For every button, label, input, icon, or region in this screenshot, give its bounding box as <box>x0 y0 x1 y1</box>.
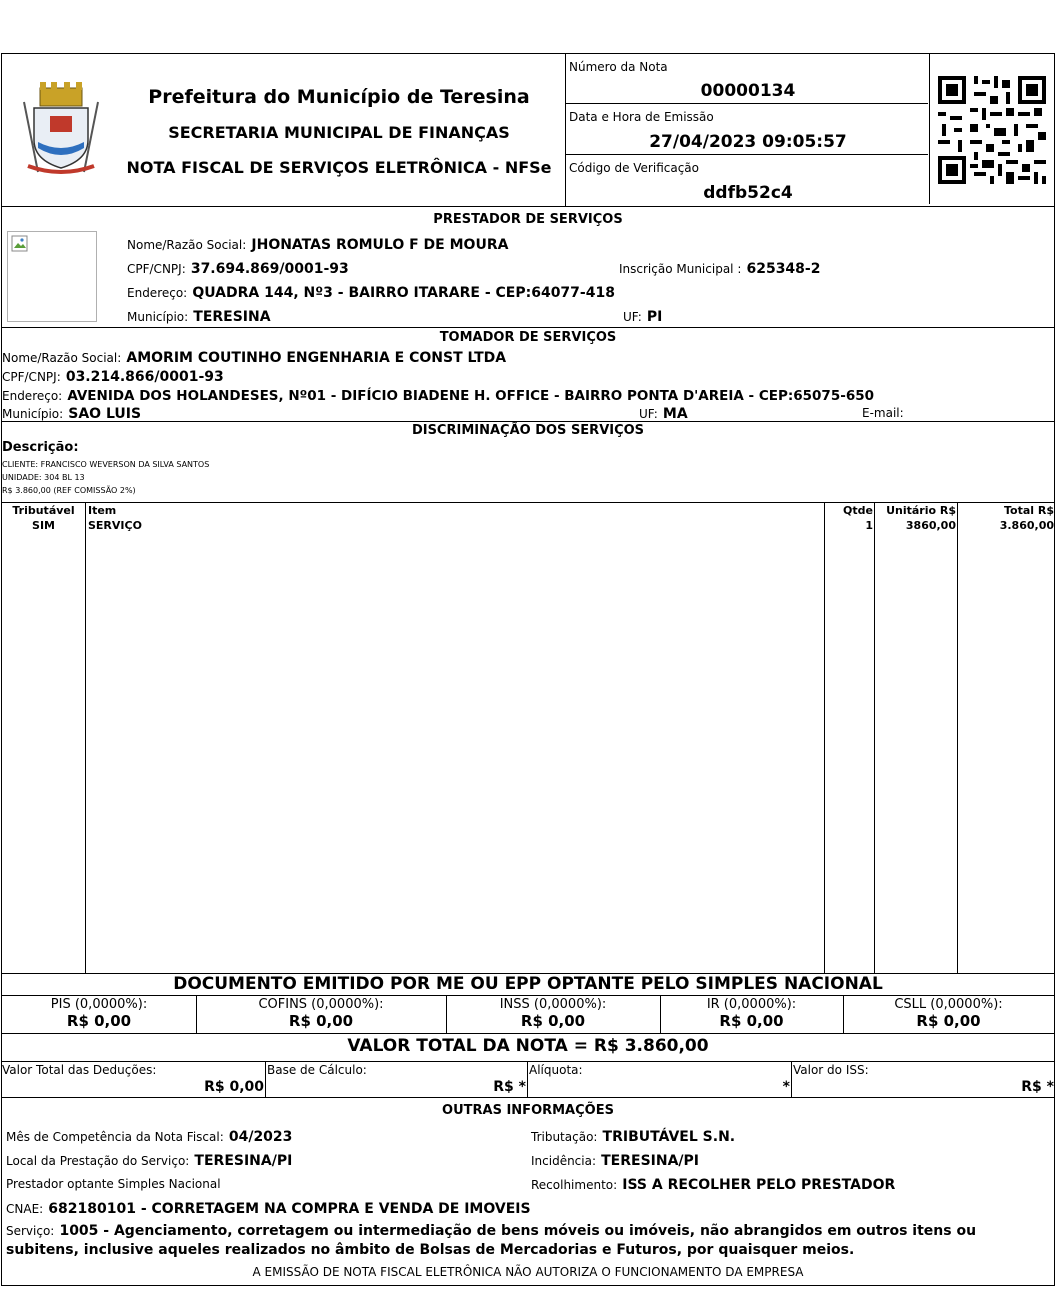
org-name: Prefeitura do Município de Teresina <box>148 86 530 108</box>
incidencia-value: TERESINA/PI <box>601 1153 699 1169</box>
prestador-endereco-label: Endereço: <box>127 286 188 300</box>
prestador-section-title: PRESTADOR DE SERVIÇOS <box>433 212 623 227</box>
tax-label: IR (0,0000%): <box>706 997 797 1012</box>
tax-cell-ir <box>660 997 843 1030</box>
prestador-nome-value: JHONATAS ROMULO F DE MOURA <box>251 237 509 253</box>
prestador-uf-value: PI <box>646 309 663 325</box>
municipal-crest-icon <box>20 82 102 178</box>
descricao-label: Descrição: <box>2 440 79 455</box>
valor-iss-value: R$ * <box>1021 1079 1054 1095</box>
prestador-cnpj-label: CPF/CNPJ: <box>127 262 186 276</box>
tomador-cnpj-value: 03.214.866/0001-93 <box>65 369 224 385</box>
cell-total: 3.860,00 <box>999 519 1054 532</box>
cell-unitario: 3860,00 <box>905 519 956 532</box>
cell-qtde: 1 <box>865 519 873 532</box>
prestador-inscricao-value: 625348-2 <box>746 261 821 277</box>
tax-label: COFINS (0,0000%): <box>258 997 384 1012</box>
valor-iss-label: Valor do ISS: <box>793 1063 869 1077</box>
aliquota-label: Alíquota: <box>529 1063 583 1077</box>
descricao-line: R$ 3.860,00 (REF COMISSÃO 2%) <box>2 486 136 495</box>
col-header-qtde: Qtde <box>843 504 873 517</box>
tax-cell-inss <box>446 997 660 1030</box>
deducoes-label: Valor Total das Deduções: <box>2 1063 157 1077</box>
tomador-nome-value: AMORIM COUTINHO ENGENHARIA E CONST LTDA <box>126 350 507 366</box>
tax-cell-pis <box>2 997 196 1030</box>
prestador-municipio-value: TERESINA <box>193 309 271 325</box>
optante-simples-label: Prestador optante Simples Nacional <box>6 1177 221 1191</box>
footer-notice: A EMISSÃO DE NOTA FISCAL ELETRÔNICA NÃO AUTORIZA O FUNCIONAMENTO DA EMPRESA <box>252 1265 804 1279</box>
col-header-total: Total R$ <box>1003 504 1054 517</box>
recolhimento-label: Recolhimento: <box>531 1178 618 1192</box>
prestador-inscricao-label: Inscrição Municipal : <box>619 262 742 276</box>
tax-value: R$ 0,00 <box>916 1012 981 1030</box>
servico-value: 1005 - Agenciamento, corretagem ou intermediação de bens móveis ou imóveis, não abrangidos em outros itens ou subitens, inclusive aqueles realizados no âmbito de Bolsas de Mercadorias e Futuros, por quaisquer meios. <box>6 1223 977 1258</box>
tomador-section-title: TOMADOR DE SERVIÇOS <box>439 330 617 345</box>
tomador-uf-value: MA <box>662 406 688 422</box>
tax-cell-cofins <box>196 997 446 1030</box>
cnae-value: 682180101 - CORRETAGEM NA COMPRA E VENDA DE IMOVEIS <box>48 1201 531 1217</box>
servico-label: Serviço: <box>6 1224 55 1238</box>
recolhimento-value: ISS A RECOLHER PELO PRESTADOR <box>622 1177 896 1193</box>
base-calculo-label: Base de Cálculo: <box>267 1063 367 1077</box>
aliquota-value: * <box>782 1079 790 1095</box>
department-name: SECRETARIA MUNICIPAL DE FINANÇAS <box>168 123 510 142</box>
tomador-endereco-label: Endereço: <box>2 389 63 403</box>
descricao-line: CLIENTE: FRANCISCO WEVERSON DA SILVA SANTOS <box>2 460 210 469</box>
cell-tributavel: SIM <box>32 519 55 532</box>
tax-label: PIS (0,0000%): <box>50 997 148 1012</box>
local-prestacao-value: TERESINA/PI <box>194 1153 293 1169</box>
tomador-cnpj-label: CPF/CNPJ: <box>2 370 61 384</box>
qr-code-icon <box>938 76 1046 184</box>
tomador-municipio-label: Município: <box>2 407 64 421</box>
incidencia-label: Incidência: <box>531 1154 597 1168</box>
col-header-item: Item <box>88 504 117 517</box>
local-prestacao-label: Local da Prestação do Serviço: <box>6 1154 190 1168</box>
prestador-municipio-label: Município: <box>127 310 189 324</box>
prestador-uf-label: UF: <box>623 310 642 324</box>
codigo-verificacao-label: Código de Verificação <box>569 161 699 175</box>
outras-section-title: OUTRAS INFORMAÇÕES <box>442 1103 614 1118</box>
valor-total-nota: VALOR TOTAL DA NOTA = R$ 3.860,00 <box>347 1036 709 1056</box>
tomador-endereco-value: AVENIDA DOS HOLANDESES, Nº01 - DIFÍCIO BIADENE H. OFFICE - BAIRRO PONTA D'AREIA - CEP:65075-650 <box>67 388 875 404</box>
deducoes-value: R$ 0,00 <box>204 1079 264 1095</box>
prestador-nome-label: Nome/Razão Social: <box>127 238 247 252</box>
col-header-tributavel: Tributável <box>12 504 75 517</box>
data-emissao-label: Data e Hora de Emissão <box>569 110 714 124</box>
prestador-endereco-value: QUADRA 144, Nº3 - BAIRRO ITARARE - CEP:64077-418 <box>192 285 615 301</box>
mes-competencia-value: 04/2023 <box>228 1129 293 1145</box>
mes-competencia-label: Mês de Competência da Nota Fiscal: <box>6 1130 224 1144</box>
col-header-unitario: Unitário R$ <box>886 504 956 517</box>
cell-item: SERVIÇO <box>88 519 142 532</box>
tax-value: R$ 0,00 <box>66 1012 132 1030</box>
descricao-line: UNIDADE: 304 BL 13 <box>2 473 85 482</box>
tax-value: R$ 0,00 <box>520 1012 586 1030</box>
tomador-nome-label: Nome/Razão Social: <box>2 351 122 365</box>
tributacao-value: TRIBUTÁVEL S.N. <box>602 1129 736 1145</box>
tax-label: CSLL (0,0000%): <box>894 997 1003 1012</box>
tributacao-label: Tributação: <box>531 1130 598 1144</box>
cnae-label: CNAE: <box>6 1202 44 1216</box>
prestador-cnpj-value: 37.694.869/0001-93 <box>190 261 349 277</box>
tomador-municipio-value: SAO LUIS <box>68 406 142 422</box>
nfse-document <box>1 53 1055 1286</box>
tomador-email-label: E-mail: <box>862 406 904 420</box>
data-emissao-value: 27/04/2023 09:05:57 <box>649 132 847 152</box>
tax-value: R$ 0,00 <box>288 1012 354 1030</box>
tax-cell-csll <box>843 997 1054 1030</box>
tax-label: INSS (0,0000%): <box>499 997 607 1012</box>
codigo-verificacao-value: ddfb52c4 <box>703 183 793 203</box>
tax-value: R$ 0,00 <box>719 1012 784 1030</box>
numero-nota-value: 00000134 <box>700 81 796 101</box>
tomador-uf-label: UF: <box>639 407 658 421</box>
broken-image-icon <box>7 231 97 322</box>
simples-nacional-banner: DOCUMENTO EMITIDO POR ME OU EPP OPTANTE PELO SIMPLES NACIONAL <box>173 974 883 994</box>
base-calculo-value: R$ * <box>493 1079 526 1095</box>
document-type-title: NOTA FISCAL DE SERVIÇOS ELETRÔNICA - NFSe <box>126 158 552 177</box>
discriminacao-section-title: DISCRIMINAÇÃO DOS SERVIÇOS <box>411 423 645 438</box>
numero-nota-label: Número da Nota <box>569 60 668 74</box>
